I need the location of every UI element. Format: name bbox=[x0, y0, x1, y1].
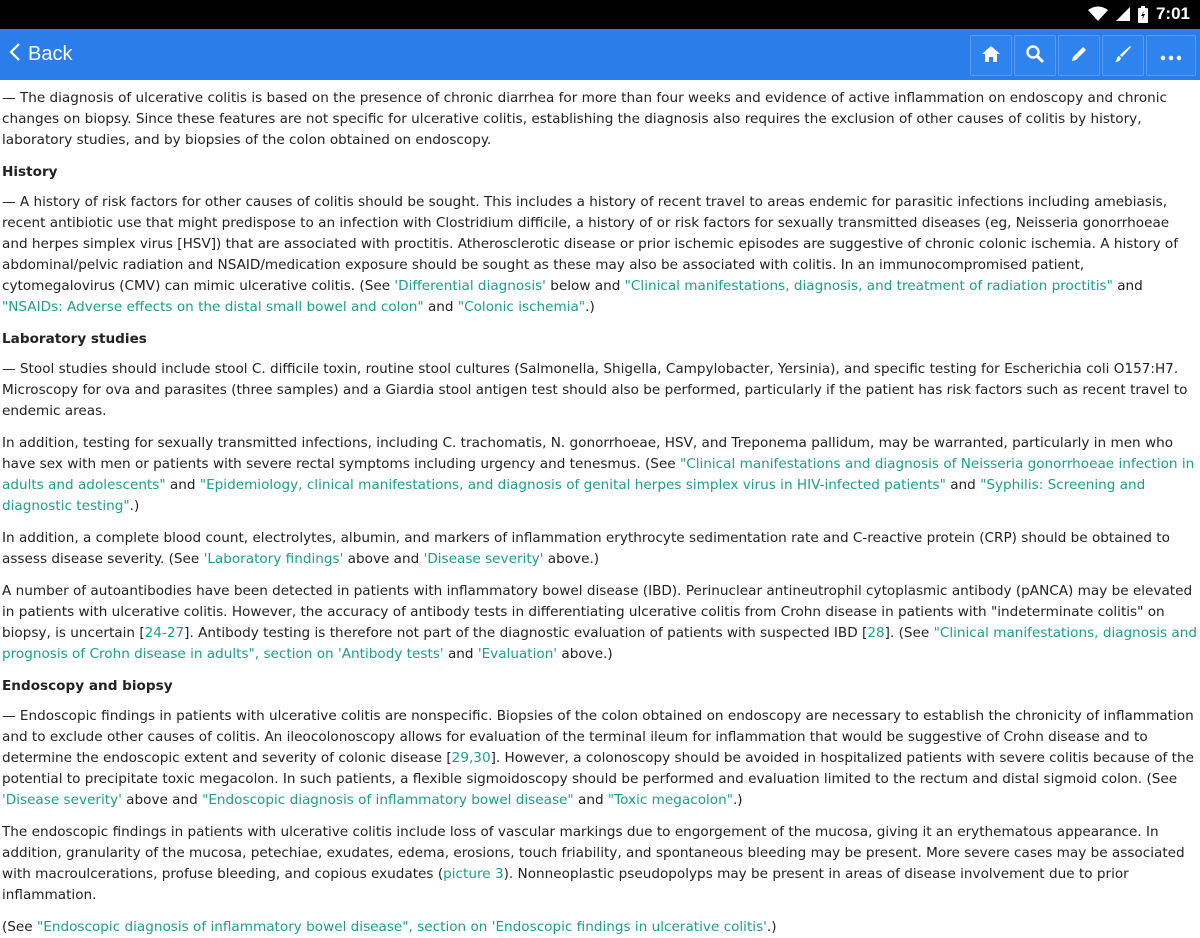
chevron-left-icon bbox=[8, 42, 22, 68]
link-genital-herpes[interactable]: "Epidemiology, clinical manifestations, and diagnosis of genital herpes simplex virus in HIV-infected patients" bbox=[199, 477, 946, 493]
more-button[interactable] bbox=[1146, 35, 1196, 76]
link-colonic-ischemia[interactable]: "Colonic ischemia" bbox=[457, 299, 586, 315]
stool-studies-paragraph: — Stool studies should include stool C. difficile toxin, routine stool cultures (Salmonella, Shigella, Campylobacter, Yersinia), and specific testing for Escherichia coli O157:H7. Microscopy for ova and parasites (three samples) and a Giardia stool antigen test should also be performed, particularly if the patient has risk factors such as recent travel to endemic areas. bbox=[2, 361, 1188, 419]
link-endoscopic-diagnosis-ibd[interactable]: "Endoscopic diagnosis of inflammatory bowel disease" bbox=[202, 792, 574, 808]
clock: 7:01 bbox=[1155, 4, 1190, 23]
link-ref-29-30[interactable]: 29,30 bbox=[451, 750, 491, 766]
endoscopic-findings-paragraph: — Endoscopic findings in patients with ulcerative colitis are nonspecific. Biopsies of the colon obtained on endoscopy are necessary to establish the chronicity of inflammation and to exclude other causes of colitis. An ileocolonoscopy allows for evaluation of the terminal ileum for inflammation that would be suggestive of Crohn disease and to determine the endoscopic extent and severity of colonic disease [29,30]. However, a colonoscopy should be avoided in hospitalized patients with severe colitis because of the potential to precipitate toxic megacolon. In such patients, a flexible sigmoidoscopy should be performed and evaluation limited to the rectum and distal sigmoid colon. (See 'Disease severity' above and "Endoscopic diagnosis of inflammatory bowel disease" and "Toxic megacolon".) bbox=[2, 708, 1194, 808]
link-laboratory-findings[interactable]: 'Laboratory findings' bbox=[203, 551, 344, 567]
laboratory-studies-heading: Laboratory studies bbox=[2, 331, 147, 347]
battery-icon bbox=[1138, 6, 1148, 23]
link-toxic-megacolon[interactable]: "Toxic megacolon" bbox=[607, 792, 733, 808]
article-content bbox=[0, 80, 1200, 938]
history-paragraph: — A history of risk factors for other causes of colitis should be sought. This includes a history of recent travel to areas endemic for parasitic infections including amebiasis, recent antibiotic use that might predispose to an infection with Clostridium difficile, a history of or risk factors for sexually transmitted diseases (eg, Neisseria gonorrhoeae and herpes simplex virus [HSV]) that are associated with proctitis. Atherosclerotic disease or prior ischemic episodes are suggestive of chronic colonic ischemia. A history of abdominal/pelvic radiation and NSAID/medication exposure should be sought as these may also be associated with colitis. In an immunocompromised patient, cytomegalovirus (CMV) can mimic ulcerative colitis. (See 'Differential diagnosis' below and "Clinical manifestations, diagnosis, and treatment of radiation proctitis" and "NSAIDs: Adverse effects on the distal small bowel and colon" and "Colonic ischemia".) bbox=[2, 194, 1179, 315]
status-bar bbox=[0, 0, 1200, 29]
diagnosis-intro-paragraph: — The diagnosis of ulcerative colitis is based on the presence of chronic diarrhea for more than four weeks and evidence of active inflammation on endoscopy and chronic changes on biopsy. Since these features are not specific for ulcerative colitis, establishing the diagnosis also requires the exclusion of other causes of colitis by history, laboratory studies, and by biopsies of the colon obtained on endoscopy. bbox=[2, 90, 1168, 148]
endoscopic-appearance-paragraph: The endoscopic findings in patients with ulcerative colitis include loss of vascular markings due to engorgement of the mucosa, giving it an erythematous appearance. In addition, granularity of the mucosa, petechiae, exudates, edema, erosions, touch friability, and spontaneous bleeding may be present. More severe cases may be associated with macroulcerations, profuse bleeding, and copious exudates (picture 3). Nonneoplastic pseudopolyps may be present in areas of disease involvement due to prior inflammation. bbox=[2, 824, 1185, 903]
search-button[interactable] bbox=[1014, 35, 1056, 76]
link-picture-3[interactable]: picture 3 bbox=[443, 866, 504, 882]
link-syphilis-screening[interactable]: "Syphilis: Screening and diagnostic testing" bbox=[2, 477, 1146, 514]
home-icon bbox=[981, 44, 1001, 68]
highlight-button[interactable] bbox=[1102, 35, 1144, 76]
link-crohn-antibody-tests[interactable]: "Clinical manifestations, diagnosis and prognosis of Crohn disease in adults", section on 'Antibody tests' bbox=[2, 625, 1197, 662]
sti-testing-paragraph: In addition, testing for sexually transmitted infections, including C. trachomatis, N. gonorrhoeae, HSV, and Treponema pallidum, may be warranted, particularly in men who have sex with men or patients with severe rectal symptoms including urgency and tenesmus. (See "Clinical manifestations and diagnosis of Neisseria gonorrhoeae infection in adults and adolescents" and "Epidemiology, clinical manifestations, and diagnosis of genital herpes simplex virus in HIV-infected patients" and "Syphilis: Screening and diagnostic testing".) bbox=[2, 435, 1195, 514]
toolbar-actions bbox=[970, 35, 1196, 76]
link-ref-24-27[interactable]: 24-27 bbox=[144, 625, 185, 641]
back-label: Back bbox=[28, 43, 73, 65]
see-also-paragraph: (See "Endoscopic diagnosis of inflammatory bowel disease", section on 'Endoscopic findings in ulcerative colitis'.) bbox=[2, 919, 777, 935]
app-toolbar bbox=[0, 29, 1200, 80]
more-icon bbox=[1160, 46, 1182, 65]
link-disease-severity-2[interactable]: 'Disease severity' bbox=[2, 792, 122, 808]
link-differential-diagnosis[interactable]: 'Differential diagnosis' bbox=[394, 278, 546, 294]
signal-icon bbox=[1116, 6, 1130, 22]
link-disease-severity[interactable]: 'Disease severity' bbox=[423, 551, 544, 567]
link-evaluation[interactable]: 'Evaluation' bbox=[477, 646, 558, 662]
link-nsaids-adverse-effects[interactable]: "NSAIDs: Adverse effects on the distal small bowel and colon" bbox=[2, 299, 424, 315]
endoscopy-biopsy-heading: Endoscopy and biopsy bbox=[2, 678, 173, 694]
home-button[interactable] bbox=[970, 35, 1012, 76]
blood-count-paragraph: In addition, a complete blood count, electrolytes, albumin, and markers of inflammation erythrocyte sedimentation rate and C-reactive protein (CRP) should be obtained to assess disease severity. (See 'Laboratory findings' above and 'Disease severity' above.) bbox=[2, 530, 1170, 567]
link-neisseria-gonorrhoeae[interactable]: "Clinical manifestations and diagnosis of Neisseria gonorrhoeae infection in adults and adolescents" bbox=[2, 456, 1195, 493]
history-heading: History bbox=[2, 164, 58, 180]
search-icon bbox=[1025, 44, 1045, 68]
link-ref-28[interactable]: 28 bbox=[867, 625, 885, 641]
link-radiation-proctitis[interactable]: "Clinical manifestations, diagnosis, and treatment of radiation proctitis" bbox=[624, 278, 1113, 294]
status-icons bbox=[1088, 4, 1190, 24]
back-button[interactable] bbox=[8, 29, 72, 80]
wifi-icon bbox=[1088, 6, 1108, 22]
autoantibodies-paragraph: A number of autoantibodies have been detected in patients with inflammatory bowel disease (IBD). Perinuclear antineutrophil cytoplasmic antibody (pANCA) may be elevated in patients with ulcerative colitis. However, the accuracy of antibody tests in differentiating ulcerative colitis from Crohn disease in patients with "indeterminate colitis" on biopsy, is uncertain [24-27]. Antibody testing is therefore not part of the diagnostic evaluation of patients with suspected IBD [28]. (See "Clinical manifestations, diagnosis and prognosis of Crohn disease in adults", section on 'Antibody tests' and 'Evaluation' above.) bbox=[2, 583, 1197, 662]
pencil-icon bbox=[1069, 44, 1089, 68]
annotate-button[interactable] bbox=[1058, 35, 1100, 76]
brush-icon bbox=[1113, 44, 1133, 68]
link-endoscopic-findings-uc[interactable]: "Endoscopic diagnosis of inflammatory bowel disease", section on 'Endoscopic findings in ulcerative colitis' bbox=[36, 919, 767, 935]
